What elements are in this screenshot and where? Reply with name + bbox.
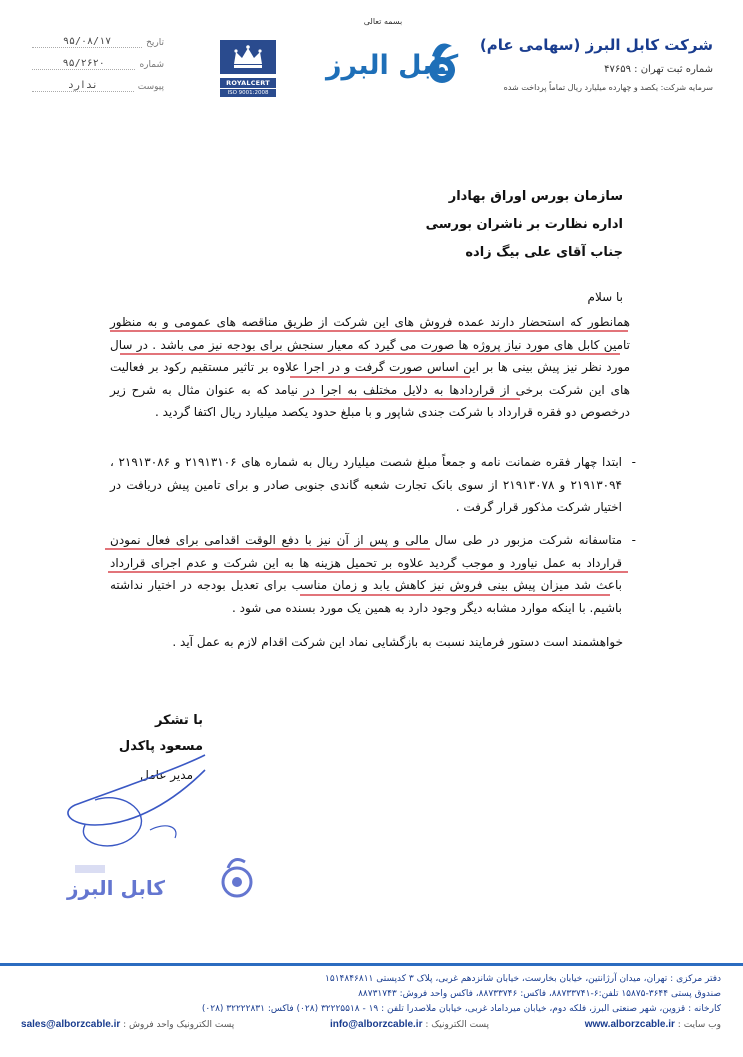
website-link[interactable]: www.alborzcable.ir <box>584 1019 675 1030</box>
logo-wordmark: کابل البرز <box>326 50 459 81</box>
office-address: دفتر مرکزی : تهران، میدان آرژانتین، خیابان بخارست، خیابان شانزدهم غربی، پلاک ۳ کدپستی ۱۵۱۴۸۴۶۸۱۱ <box>325 974 721 984</box>
attachment-value: ندارد <box>32 80 134 92</box>
company-header <box>480 36 713 92</box>
signature-and-stamp <box>55 730 275 925</box>
email-label: پست الکترونیک : <box>425 1020 490 1030</box>
signature-stroke <box>68 755 205 825</box>
letterhead-footer <box>21 972 721 1033</box>
signature-thanks: با تشکر <box>154 713 203 728</box>
cert-name: ROYALCERT <box>220 78 276 88</box>
factory-address: کارخانه : قزوین، شهر صنعتی البرز، فلکه دوم، خیابان میرداماد غربی، خیابان ملاصدرا تلفن : ۱۹ - ۳۲۲۲۵۵۱۸ (۰۲۸) فاکس: ۳۲۲۲۲۸۳۱ (۰۲۸) <box>201 1004 721 1014</box>
greeting: با سلام <box>587 290 623 304</box>
royal-cert-badge <box>220 40 276 96</box>
signature-stroke <box>150 826 176 838</box>
company-logo <box>320 36 470 98</box>
recipient-line: اداره نظارت بر ناشران بورسی <box>425 217 623 232</box>
recipient-line: سازمان بورس اوراق بهادار <box>448 189 623 204</box>
attachment-label: پیوست <box>137 82 164 92</box>
royal-cert-crown-icon <box>220 40 276 74</box>
bullet-text: متاسفانه شرکت مزبور در طی سال مالی و پس از آن نیز با دفع الوقت اقدامی برای فعال نمودن قرارداد به عمل نیاورد و موجب گردید علاوه بر تحمیل هزینه ها به این شرکت و عدم اجرای قرارداد باعث شد میزان پیش بینی فروش نیز کاهش یابد و زمان مناسب برای تعدیل بودجه در اختیار نداشته باشیم. با اینکه موارد مشابه دیگر وجود دارد به همین یک مورد بسنده می شود . <box>110 533 622 615</box>
footer-divider <box>0 963 743 966</box>
letter-meta <box>32 26 164 92</box>
date-label: تاریخ <box>146 38 164 48</box>
recipient-line: جناب آقای علی بیگ زاده <box>465 245 623 260</box>
signature-stroke <box>83 798 141 846</box>
website-label: وب سایت : <box>677 1020 721 1030</box>
number-value: ۹۵/۲۶۲۰ <box>32 58 135 70</box>
bullet-dash: - <box>631 533 636 547</box>
bullet-item <box>110 451 636 519</box>
registration-number: شماره ثبت تهران : ۴۷۶۵۹ <box>604 64 713 75</box>
stamp-wordmark: کابل البرز <box>67 876 165 900</box>
company-capital: سرمایه شرکت: یکصد و چهارده میلیارد ریال تماماً پرداخت شده <box>503 83 713 92</box>
date-row <box>32 26 164 48</box>
attachment-row <box>32 70 164 92</box>
basmala: بسمه تعالی <box>363 17 403 26</box>
signatory-title: مدیر عامل <box>140 768 193 782</box>
sales-email-label: پست الکترونیک واحد فروش : <box>123 1020 235 1030</box>
cert-iso: ISO 9001:2008 <box>220 88 276 97</box>
closing-request: خواهشمند است دستور فرمایند نسبت به بازگشایی نماد این شرکت اقدام لازم به عمل آید . <box>172 635 623 649</box>
recipient-block <box>426 183 623 267</box>
email-link[interactable]: info@alborzcable.ir <box>329 1019 423 1030</box>
pobox-phone: صندوق پستی ۳۶۴۴-۱۵۸۷۵ تلفن:۶-۸۸۷۳۳۷۴۱، فاکس: ۸۸۷۳۳۷۴۶، فاکس واحد فروش: ۸۸۷۳۱۷۴۳ <box>358 989 721 999</box>
bullet-dash: - <box>631 455 636 469</box>
number-row <box>32 48 164 70</box>
company-stamp <box>66 860 251 900</box>
contact-row <box>21 1017 721 1033</box>
company-name: شرکت کابل البرز (سهامی عام) <box>479 36 713 54</box>
date-value: ۹۵/۰۸/۱۷ <box>32 36 142 48</box>
body-paragraph: همانطور که استحضار دارند عمده فروش های این شرکت از طریق مناقصه های عمومی و به منظور تامین کابل های مورد نیاز پروژه ها صورت می گیرد که معیار سنجش برای بودجه نیز می باشد . در سال مورد نظر نیز پیش بینی ها بر این اساس صورت گرفت و در اجرا علاوه بر تاثیر مستقیم رکود بر فعالیت های این شرکت برخی از قراردادها به دلایل مختلف به اجرا در نیامد که به عنوان مثال به شرح زیر درخصوص دو فقره قرارداد با شرکت جندی شاپور و با مبلغ حدود یکصد میلیارد ریال اکتفا گردید . <box>110 315 630 419</box>
sales-email-link[interactable]: sales@alborzcable.ir <box>21 1019 121 1030</box>
bullet-text: ابتدا چهار فقره ضمانت نامه و جمعاً مبلغ شصت میلیارد ریال به شماره های ۲۱۹۱۳۱۰۶ و ۲۱۹۱۳۰۸۶ ، ۲۱۹۱۳۰۹۴ و ۲۱۹۱۳۰۷۸ از سوی بانک تجارت شعبه گاندی جنوبی صادر و برای تامین پیش دریافت در اختیار شرکت مذکور قرار گرفت . <box>110 455 622 514</box>
signatory-name: مسعود پاکدل <box>118 739 203 754</box>
number-label: شماره <box>139 60 164 70</box>
bullet-item <box>110 529 636 619</box>
